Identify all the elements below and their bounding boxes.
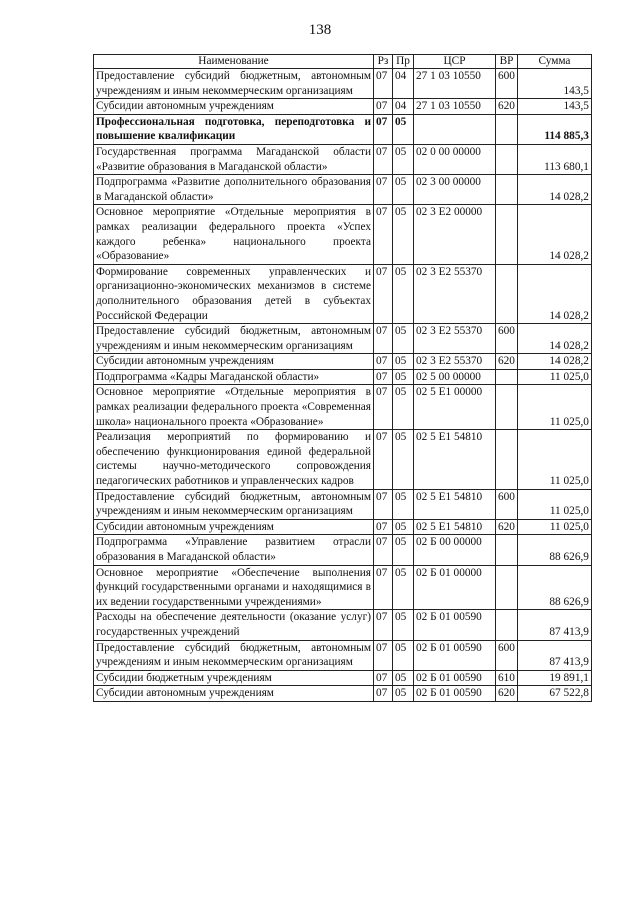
- cell-pr: 05: [393, 565, 414, 610]
- cell-pr: 05: [393, 354, 414, 370]
- cell-pr: 05: [393, 430, 414, 489]
- cell-rz: 07: [374, 565, 393, 610]
- cell-name: Основное мероприятие «Отдельные мероприятия в рамках реализации федерального проекта «Современная школа» национального проекта «Образование»: [94, 385, 374, 430]
- cell-csr: 02 0 00 00000: [414, 144, 496, 174]
- cell-sum: 11 025,0: [517, 430, 591, 489]
- cell-rz: 07: [374, 264, 393, 323]
- cell-vr: 620: [496, 99, 518, 115]
- cell-sum: 67 522,8: [517, 686, 591, 702]
- cell-csr: [414, 114, 496, 144]
- cell-vr: 600: [496, 69, 518, 99]
- table-row: [94, 430, 592, 489]
- cell-rz: 07: [374, 535, 393, 565]
- cell-rz: 07: [374, 430, 393, 489]
- cell-pr: 05: [393, 324, 414, 354]
- cell-sum: 11 025,0: [517, 369, 591, 385]
- cell-vr: [496, 114, 518, 144]
- table-row: [94, 354, 592, 370]
- cell-name: Предоставление субсидий бюджетным, автономным учреждениям и иным некоммерческим организациям: [94, 324, 374, 354]
- cell-rz: 07: [374, 519, 393, 535]
- cell-sum: 88 626,9: [517, 535, 591, 565]
- cell-sum: 14 028,2: [517, 205, 591, 264]
- cell-csr: 02 3 E2 55370: [414, 324, 496, 354]
- cell-rz: 07: [374, 205, 393, 264]
- cell-rz: 07: [374, 670, 393, 686]
- cell-pr: 05: [393, 670, 414, 686]
- cell-vr: [496, 535, 518, 565]
- cell-rz: 07: [374, 324, 393, 354]
- cell-csr: 02 Б 01 00590: [414, 670, 496, 686]
- header-vr: ВР: [496, 55, 518, 69]
- cell-rz: 07: [374, 99, 393, 115]
- cell-name: Реализация мероприятий по формированию и обеспечению функционирования единой федеральной системы научно-методического сопровождения педагогических работников и управленческих кадров: [94, 430, 374, 489]
- cell-vr: [496, 264, 518, 323]
- cell-sum: 88 626,9: [517, 565, 591, 610]
- cell-name: Субсидии автономным учреждениям: [94, 519, 374, 535]
- cell-vr: [496, 565, 518, 610]
- cell-sum: 14 028,2: [517, 354, 591, 370]
- cell-csr: 02 Б 01 00000: [414, 565, 496, 610]
- cell-sum: 14 028,2: [517, 175, 591, 205]
- cell-vr: [496, 369, 518, 385]
- table-row: [94, 670, 592, 686]
- cell-vr: 600: [496, 640, 518, 670]
- table-row: [94, 264, 592, 323]
- page-number: 138: [308, 22, 332, 38]
- cell-name: Предоставление субсидий бюджетным, автономным учреждениям и иным некоммерческим организациям: [94, 69, 374, 99]
- cell-csr: 02 5 E1 54810: [414, 489, 496, 519]
- cell-csr: 27 1 03 10550: [414, 69, 496, 99]
- cell-vr: 620: [496, 354, 518, 370]
- cell-csr: 02 Б 01 00590: [414, 610, 496, 640]
- cell-csr: 02 5 00 00000: [414, 369, 496, 385]
- cell-pr: 05: [393, 114, 414, 144]
- cell-vr: 600: [496, 324, 518, 354]
- cell-name: Субсидии автономным учреждениям: [94, 99, 374, 115]
- cell-sum: 87 413,9: [517, 610, 591, 640]
- cell-rz: 07: [374, 114, 393, 144]
- cell-pr: 05: [393, 205, 414, 264]
- cell-rz: 07: [374, 686, 393, 702]
- header-sum: Сумма: [517, 55, 591, 69]
- cell-vr: [496, 385, 518, 430]
- cell-csr: 02 3 E2 00000: [414, 205, 496, 264]
- cell-sum: 114 885,3: [517, 114, 591, 144]
- cell-pr: 05: [393, 640, 414, 670]
- table-row: [94, 369, 592, 385]
- table-row: [94, 535, 592, 565]
- cell-rz: 07: [374, 385, 393, 430]
- cell-pr: 05: [393, 489, 414, 519]
- table-row: [94, 69, 592, 99]
- table-row: [94, 610, 592, 640]
- cell-name: Подпрограмма «Кадры Магаданской области»: [94, 369, 374, 385]
- cell-sum: 143,5: [517, 69, 591, 99]
- cell-sum: 113 680,1: [517, 144, 591, 174]
- cell-sum: 143,5: [517, 99, 591, 115]
- table-row: [94, 385, 592, 430]
- table-row: [94, 686, 592, 702]
- cell-name: Субсидии бюджетным учреждениям: [94, 670, 374, 686]
- header-rz: Рз: [374, 55, 393, 69]
- cell-vr: 610: [496, 670, 518, 686]
- cell-sum: 11 025,0: [517, 385, 591, 430]
- cell-name: Формирование современных управленческих и организационно-экономических механизмов в системе дополнительного образования детей в субъектах Российской Федерации: [94, 264, 374, 323]
- cell-rz: 07: [374, 175, 393, 205]
- table-row: [94, 519, 592, 535]
- cell-name: Подпрограмма «Развитие дополнительного образования в Магаданской области»: [94, 175, 374, 205]
- table-row: [94, 175, 592, 205]
- cell-vr: 620: [496, 519, 518, 535]
- cell-pr: 05: [393, 369, 414, 385]
- cell-name: Расходы на обеспечение деятельности (оказание услуг) государственных учреждений: [94, 610, 374, 640]
- cell-rz: 07: [374, 489, 393, 519]
- budget-table: [93, 54, 592, 702]
- table-row: [94, 640, 592, 670]
- table-row: [94, 144, 592, 174]
- table-row: [94, 489, 592, 519]
- cell-vr: [496, 175, 518, 205]
- cell-pr: 05: [393, 519, 414, 535]
- cell-rz: 07: [374, 144, 393, 174]
- cell-csr: 02 Б 00 00000: [414, 535, 496, 565]
- cell-csr: 02 Б 01 00590: [414, 640, 496, 670]
- header-pr: Пр: [393, 55, 414, 69]
- cell-vr: 600: [496, 489, 518, 519]
- cell-pr: 05: [393, 610, 414, 640]
- header-csr: ЦСР: [414, 55, 496, 69]
- cell-csr: 02 5 E1 00000: [414, 385, 496, 430]
- cell-vr: [496, 430, 518, 489]
- cell-name: Субсидии автономным учреждениям: [94, 354, 374, 370]
- cell-pr: 04: [393, 99, 414, 115]
- cell-sum: 11 025,0: [517, 519, 591, 535]
- cell-vr: [496, 610, 518, 640]
- table-row: [94, 324, 592, 354]
- cell-sum: 14 028,2: [517, 264, 591, 323]
- table-row: [94, 114, 592, 144]
- cell-pr: 04: [393, 69, 414, 99]
- cell-pr: 05: [393, 144, 414, 174]
- cell-csr: 27 1 03 10550: [414, 99, 496, 115]
- cell-pr: 05: [393, 686, 414, 702]
- table-row: [94, 205, 592, 264]
- cell-rz: 07: [374, 354, 393, 370]
- cell-rz: 07: [374, 640, 393, 670]
- cell-pr: 05: [393, 385, 414, 430]
- cell-csr: 02 Б 01 00590: [414, 686, 496, 702]
- cell-name: Предоставление субсидий бюджетным, автономным учреждениям и иным некоммерческим организациям: [94, 640, 374, 670]
- cell-vr: [496, 144, 518, 174]
- cell-sum: 19 891,1: [517, 670, 591, 686]
- cell-sum: 14 028,2: [517, 324, 591, 354]
- cell-name: Подпрограмма «Управление развитием отрасли образования в Магаданской области»: [94, 535, 374, 565]
- cell-csr: 02 3 E2 55370: [414, 354, 496, 370]
- cell-vr: [496, 205, 518, 264]
- cell-rz: 07: [374, 369, 393, 385]
- cell-name: Основное мероприятие «Отдельные мероприятия в рамках реализации федерального проекта «Успех каждого ребенка» национального проекта «Образование»: [94, 205, 374, 264]
- cell-sum: 87 413,9: [517, 640, 591, 670]
- cell-rz: 07: [374, 69, 393, 99]
- cell-csr: 02 5 E1 54810: [414, 519, 496, 535]
- cell-vr: 620: [496, 686, 518, 702]
- cell-name: Предоставление субсидий бюджетным, автономным учреждениям и иным некоммерческим организациям: [94, 489, 374, 519]
- cell-rz: 07: [374, 610, 393, 640]
- header-name: Наименование: [94, 55, 374, 69]
- cell-sum: 11 025,0: [517, 489, 591, 519]
- table-header-row: [94, 55, 592, 69]
- table-row: [94, 565, 592, 610]
- cell-name: Профессиональная подготовка, переподготовка и повышение квалификации: [94, 114, 374, 144]
- cell-name: Государственная программа Магаданской области «Развитие образования в Магаданской области»: [94, 144, 374, 174]
- cell-csr: 02 3 E2 55370: [414, 264, 496, 323]
- cell-pr: 05: [393, 535, 414, 565]
- cell-name: Основное мероприятие «Обеспечение выполнения функций государственными органами и находящимися в их ведении государственными учреждениями»: [94, 565, 374, 610]
- table-body: [94, 69, 592, 702]
- cell-csr: 02 3 00 00000: [414, 175, 496, 205]
- table-row: [94, 99, 592, 115]
- cell-pr: 05: [393, 264, 414, 323]
- cell-name: Субсидии автономным учреждениям: [94, 686, 374, 702]
- cell-csr: 02 5 E1 54810: [414, 430, 496, 489]
- cell-pr: 05: [393, 175, 414, 205]
